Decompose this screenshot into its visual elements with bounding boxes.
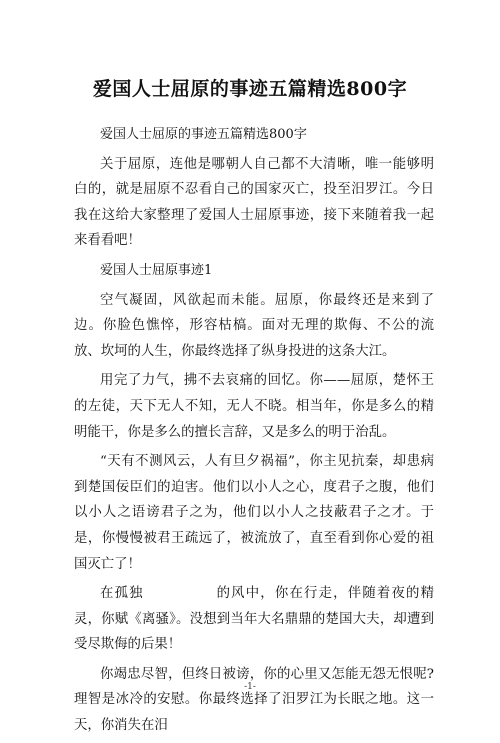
paragraph-body: “天有不测风云，人有旦夕祸福”，你主见抗秦，却患病到楚国佞臣们的迫害。他们以小人之心，度君子之腹，他们以小人之语谤君子之为，他们以小人之技蔽君子之才。于是，你慢慢被君王疏远了，被流放了，直至看到你心爱的祖国灭亡了！ (74, 454, 434, 572)
document-title: 爱国人士屈原的事迹五篇精选800字 (92, 78, 408, 100)
paragraph-body: 你竭忠尽智，但终日被谤，你的心里又怎能无怨无恨呢?理智是冰冷的安慰。你最终选择了汨罗江为长眠之地。这一天，你消失在汨 (74, 666, 434, 734)
paragraph-body: 空气凝固，风欲起而未能。屈原，你最终还是来到了边。你脸色憔悴，形容枯槁。面对无理的欺侮、不公的流放、坎坷的人生，你最终选择了纵身投进的这条大江。 (74, 292, 434, 359)
page-number: -1- (244, 682, 256, 692)
paragraph-section-heading: 爱国人士屈原事迹1 (100, 262, 213, 278)
paragraph-subtitle: 爱国人士屈原的事迹五篇精选800字 (100, 127, 307, 142)
document-body (74, 122, 434, 743)
paragraph-intro: 关于屈原，连他是哪朝人自己都不大清晰，唯一能够明白的，就是屈原不忍看自己的国家灭亡，投至汨罗江。今日我在这给大家整理了爱国人士屈原事迹，接下来随着我一起来看看吧！ (74, 156, 434, 249)
paragraph-body: 用完了力气，拂不去哀痛的回忆。你——屈原，楚怀王的左徒，天下无人不知，无人不晓。相当年，你是多么的精明能干，你是多么的擅长言辞，又是多么的明于治乱。 (74, 373, 434, 440)
paragraph-body: 在孤独 的风中，你在行走，伴随着夜的精灵，你赋《离骚》。没想到当年大名鼎鼎的楚国大夫，却遭到受尽欺侮的后果！ (74, 586, 434, 653)
